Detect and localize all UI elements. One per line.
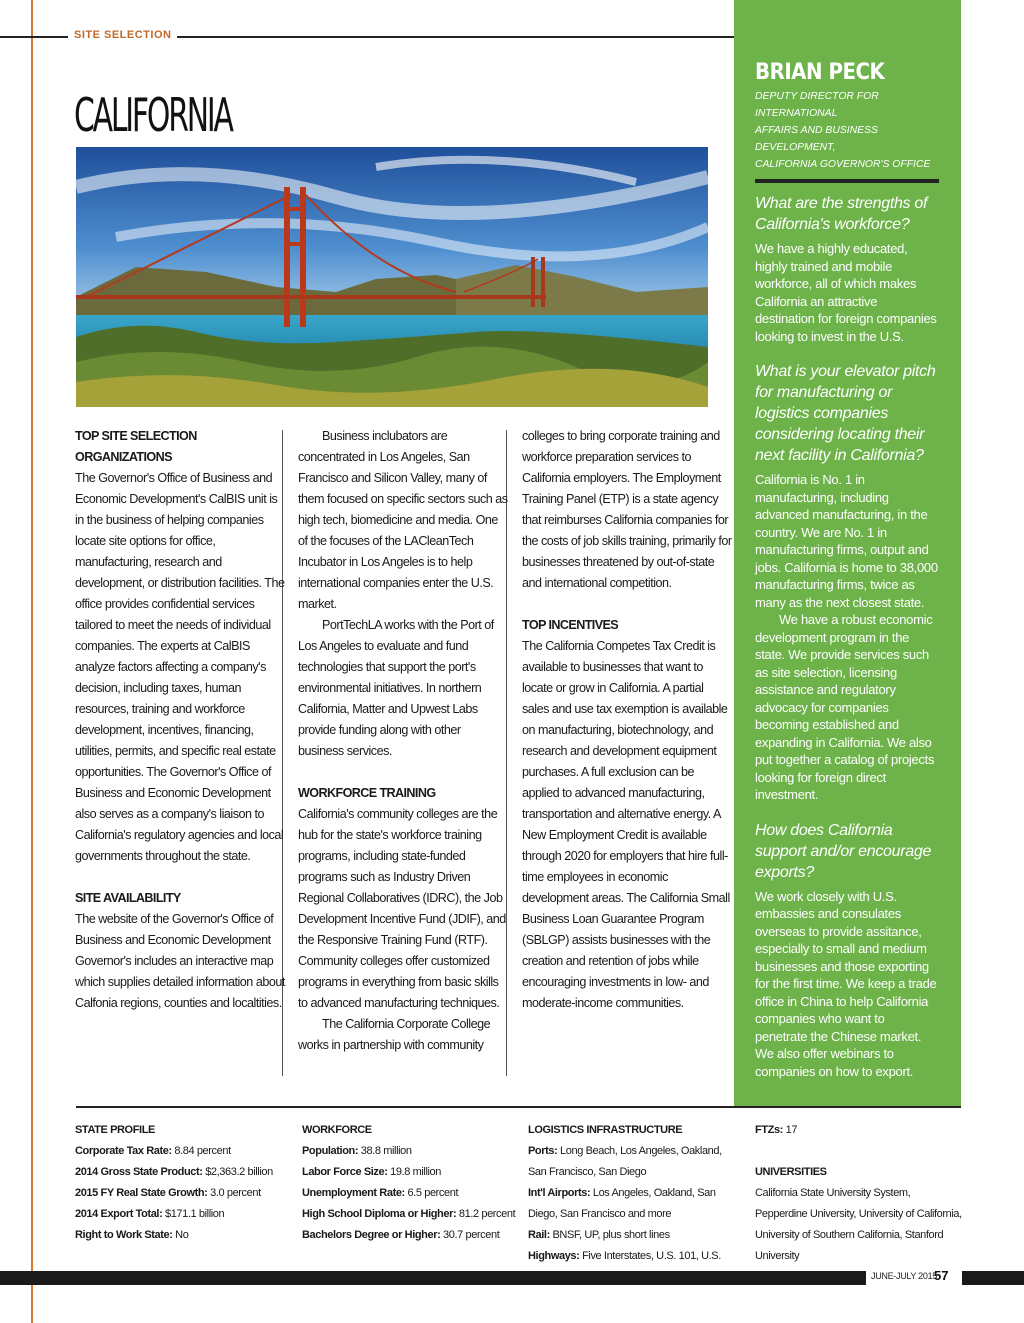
site-availability-body: The website of the Governor's Office of Business and Economic Development Governor's includes an interactive map which supplies detailed information about Calfonia regions, counties and localtities. [75, 912, 285, 1010]
top-orgs-heading-line-2: ORGANIZATIONS [75, 450, 172, 464]
stat-label: Ports: [528, 1145, 558, 1157]
stat-value: 81.2 percent [458, 1208, 516, 1220]
stat-label: FTZs: [755, 1124, 783, 1136]
universities-list: California State University System, Pepperdine University, University of California, University of Southern California, Stanford University [755, 1187, 962, 1262]
stat-value: Five Interstates, U.S. 101, U.S. [582, 1250, 721, 1262]
stat-value: 3.0 percent [210, 1187, 261, 1199]
sidebar-rule [755, 179, 939, 183]
article-column-1 [75, 426, 285, 1014]
stat-row [75, 1225, 290, 1246]
workforce-training-continued: colleges to bring corporate training and workforce preparation services to California employers. The Employment Training Panel (ETP) is a state agency that reimburses California companies for the costs of job skills training, primarily for businesses threatened by out-of-state and international competition. [522, 429, 732, 590]
incubators-body: Business inclubators are concentrated in Los Angeles, San Francisco and Silicon Valley, many of them focused on specific sectors such as high tech, biomedicine and media. One of the focuses of the LACleanTech Incubator in Los Angeles is to help international companies enter the U.S. market. [298, 429, 508, 611]
interview-sidebar [734, 0, 961, 1106]
workforce-training-heading: WORKFORCE TRAINING [298, 786, 436, 800]
stat-row [755, 1120, 965, 1141]
stat-row [528, 1225, 738, 1246]
stat-label: Right to Work State: [75, 1229, 173, 1241]
page-title: CALIFORNIA [74, 88, 232, 142]
stat-label: Population: [302, 1145, 359, 1157]
top-incentives-body: The California Competes Tax Credit is available to businesses that want to locate or grow in California. A partial sales and use tax exemption is available on manufacturing, biotechnology, and research and development equipment purchases. A full exclusion can be applied to advanced manufacturing, transportation and alternative energy. A New Employment Credit is available through 2020 for employers that hire full-time employees in economic development areas. The California Small Business Loan Guarantee Program (SBLGP) assists businesses with the creation and retention of jobs while encouraging investments in low- and moderate-income communities. [522, 639, 730, 1010]
stat-label: Highways: [528, 1250, 580, 1262]
stats-heading: STATE PROFILE [75, 1124, 155, 1136]
interview-question: What are the strengths of California's workforce? [755, 195, 928, 233]
stat-label: Rail: [528, 1229, 550, 1241]
interview-answer: We have a highly educated, highly trained and mobile workforce, all of which makes California an attractive destination for foreign companies looking to invest in the U.S. [755, 241, 937, 344]
stat-value: No [175, 1229, 189, 1241]
stat-row [75, 1183, 290, 1204]
stat-row [302, 1204, 517, 1225]
stats-rule [76, 1106, 961, 1108]
stats-heading: WORKFORCE [302, 1124, 372, 1136]
interviewee-name: BRIAN PECK [755, 60, 885, 85]
stat-row [75, 1204, 290, 1225]
stat-value: $171.1 billion [165, 1208, 225, 1220]
stat-label: Int'l Airports: [528, 1187, 591, 1199]
stat-row [302, 1225, 517, 1246]
top-orgs-heading-line-1: TOP SITE SELECTION [75, 429, 197, 443]
stat-label: Corporate Tax Rate: [75, 1145, 172, 1157]
stat-value: 30.7 percent [443, 1229, 500, 1241]
ftz-universities-stats [755, 1120, 965, 1267]
top-orgs-body: The Governor's Office of Business and Economic Development's CalBIS unit is in the business of helping companies locate site options for office, manufacturing, research and development, or distribution facilities. The office provides confidential services tailored to meet the needs of individual companies. The experts at CalBIS analyze factors affecting a company's decision, including taxes, human resources, training and workforce development, incentives, financing, utilities, permits, and specific real estate opportunities. The Governor's Office of Business and Economic Development also serves as a company's liaison to California's regulatory agencies and local governments throughout the state. [75, 471, 285, 863]
stat-value: Long Beach, Los Angeles, Oakland, San Francisco, San Diego [528, 1145, 722, 1178]
stat-value: Los Angeles, Oakland, San Diego, San Francisco and more [528, 1187, 716, 1220]
golden-gate-illustration [76, 147, 708, 407]
page-edge-rule [31, 0, 33, 1323]
corporate-college-body: The California Corporate College works in partnership with community [298, 1017, 491, 1052]
section-label: SITE SELECTION [68, 29, 177, 41]
site-availability-heading: SITE AVAILABILITY [75, 891, 181, 905]
stat-row [302, 1162, 517, 1183]
interview-answer: We work closely with U.S. embassies and consulates overseas to provide assitance, especially to small and medium businesses and those exporting for the first time. We keep a trade office in China to help California companies who want to penetrate the Chinese market. We also offer webinars to companies on how to export. [755, 888, 937, 1079]
stat-value: 8.84 percent [174, 1145, 231, 1157]
interviewee-title-line: DEPUTY DIRECTOR FOR INTERNATIONAL [755, 91, 879, 119]
issue-date: JUNE-JULY 2015 [871, 1271, 937, 1281]
stat-value: 38.8 million [360, 1145, 412, 1157]
interview-question: How does California support and/or encourage exports? [755, 821, 932, 881]
top-incentives-heading: TOP INCENTIVES [522, 618, 619, 632]
golden-gate-photo [76, 147, 708, 407]
stat-label: Labor Force Size: [302, 1166, 388, 1178]
stat-value: BNSF, UP, plus short lines [552, 1229, 670, 1241]
stat-row [302, 1183, 517, 1204]
stat-row [302, 1141, 517, 1162]
stat-label: Bachelors Degree or Higher: [302, 1229, 441, 1241]
stat-value: $2,363.2 billion [205, 1166, 273, 1178]
interviewee-title-line: CALIFORNIA GOVERNOR'S OFFICE [755, 159, 931, 170]
porttech-body: PortTechLA works with the Port of Los Angeles to evaluate and fund technologies that support the port's environmental initiatives. In northern California, Matter and Upwest Labs provide funding along with other business services. [298, 618, 494, 758]
stats-heading: LOGISTICS INFRASTRUCTURE [528, 1124, 683, 1136]
article-column-2 [298, 426, 508, 1056]
stat-value: 6.5 percent [407, 1187, 459, 1199]
stat-row [75, 1162, 290, 1183]
stat-value: 19.8 million [390, 1166, 441, 1178]
workforce-training-body: California's community colleges are the hub for the state's workforce training programs, including state-funded programs such as Industry Driven Regional Collaboratives (IDRC), the Job Development Incentive Fund (JDIF), and the Responsive Training Fund (RTF). Community colleges offer customized programs in everything from basic skills to advanced manufacturing techniques. [298, 807, 506, 1010]
page-number: 57 [934, 1268, 949, 1283]
interview-answer: We have a robust economic development program in the state. We provide services such as site selection, licensing assistance and regulatory advocacy for companies becoming established and expanding in California. We also put together a catalog of projects looking for foreign direct investment. [755, 612, 935, 802]
stats-heading: UNIVERSITIES [755, 1166, 827, 1178]
stat-row [75, 1141, 290, 1162]
stat-label: 2014 Gross State Product: [75, 1166, 203, 1178]
stat-label: Unemployment Rate: [302, 1187, 405, 1199]
stat-row [528, 1183, 738, 1225]
stat-row [528, 1141, 738, 1183]
state-profile-stats [75, 1120, 290, 1246]
interviewee-title-line: AFFAIRS AND BUSINESS DEVELOPMENT, [755, 125, 878, 153]
article-column-3 [522, 426, 732, 1014]
interview-answer: California is No. 1 in manufacturing, including advanced manufacturing, in the country. We are No. 1 in manufacturing firms, output and jobs. California is home to 38,000 manufacturing firms, twice as many as the next closest state. [755, 472, 938, 610]
interviewee-title [755, 88, 939, 173]
stat-value: 17 [785, 1124, 798, 1136]
stat-label: High School Diploma or Higher: [302, 1208, 457, 1220]
logistics-stats [528, 1120, 738, 1288]
workforce-stats [302, 1120, 517, 1246]
stat-label: 2014 Export Total: [75, 1208, 163, 1220]
interview-question: What is your elevator pitch for manufacturing or logistics companies considering locating their next facility in California? [755, 363, 936, 464]
stat-label: 2015 FY Real State Growth: [75, 1187, 208, 1199]
